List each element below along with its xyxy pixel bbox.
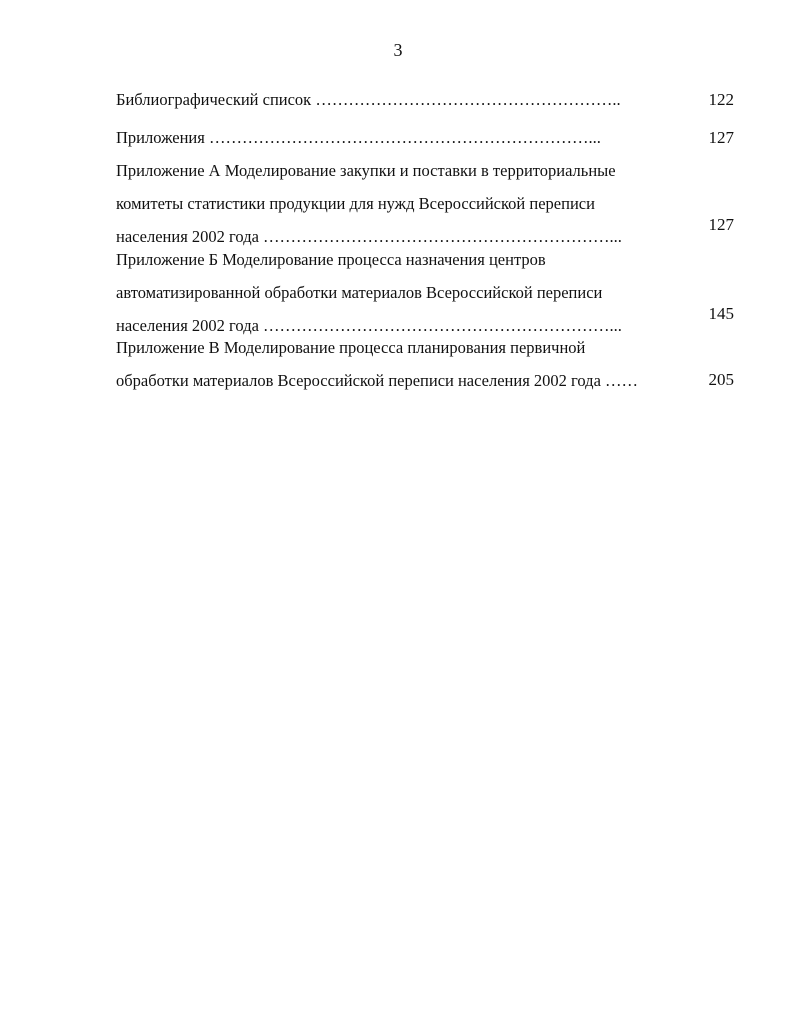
- toc-entry-page: 127: [708, 128, 734, 147]
- toc-entry-page: 122: [708, 90, 734, 109]
- toc-entry-page: 145: [708, 304, 734, 323]
- toc-entry-bibliography: [116, 90, 734, 110]
- toc-entry-appendices: [116, 128, 734, 148]
- toc-entry-title: Библиографический список ………………………………………………..: [116, 90, 621, 109]
- toc-entry-title-line: автоматизированной обработки материалов Всероссийской переписи: [116, 283, 603, 302]
- toc-entry-appendix-v: [116, 338, 734, 404]
- toc-entry-page: 127: [708, 215, 734, 234]
- toc-entry-title-line: Приложение А Моделирование закупки и поставки в территориальные: [116, 161, 616, 180]
- toc-entry-title-line: комитеты статистики продукции для нужд Всероссийской переписи: [116, 194, 595, 213]
- toc-entry-title-line: обработки материалов Всероссийской переписи населения 2002 года ……: [116, 371, 639, 390]
- toc-entry-title-line: населения 2002 года ………………………………………………………...: [116, 227, 622, 246]
- toc-entry-appendix-b: [116, 250, 734, 349]
- toc-entry-title-line: Приложение Б Моделирование процесса назначения центров: [116, 250, 546, 269]
- toc-entry-title-line: Приложение В Моделирование процесса планирования первичной: [116, 338, 586, 357]
- toc-entry-appendix-a: [116, 161, 734, 260]
- toc-entry-title-line: населения 2002 года ………………………………………………………...: [116, 316, 622, 335]
- toc-entry-title: Приложения ……………………………………………………………...: [116, 128, 601, 147]
- page-number: 3: [393, 40, 403, 60]
- toc-entry-page: 205: [708, 370, 734, 389]
